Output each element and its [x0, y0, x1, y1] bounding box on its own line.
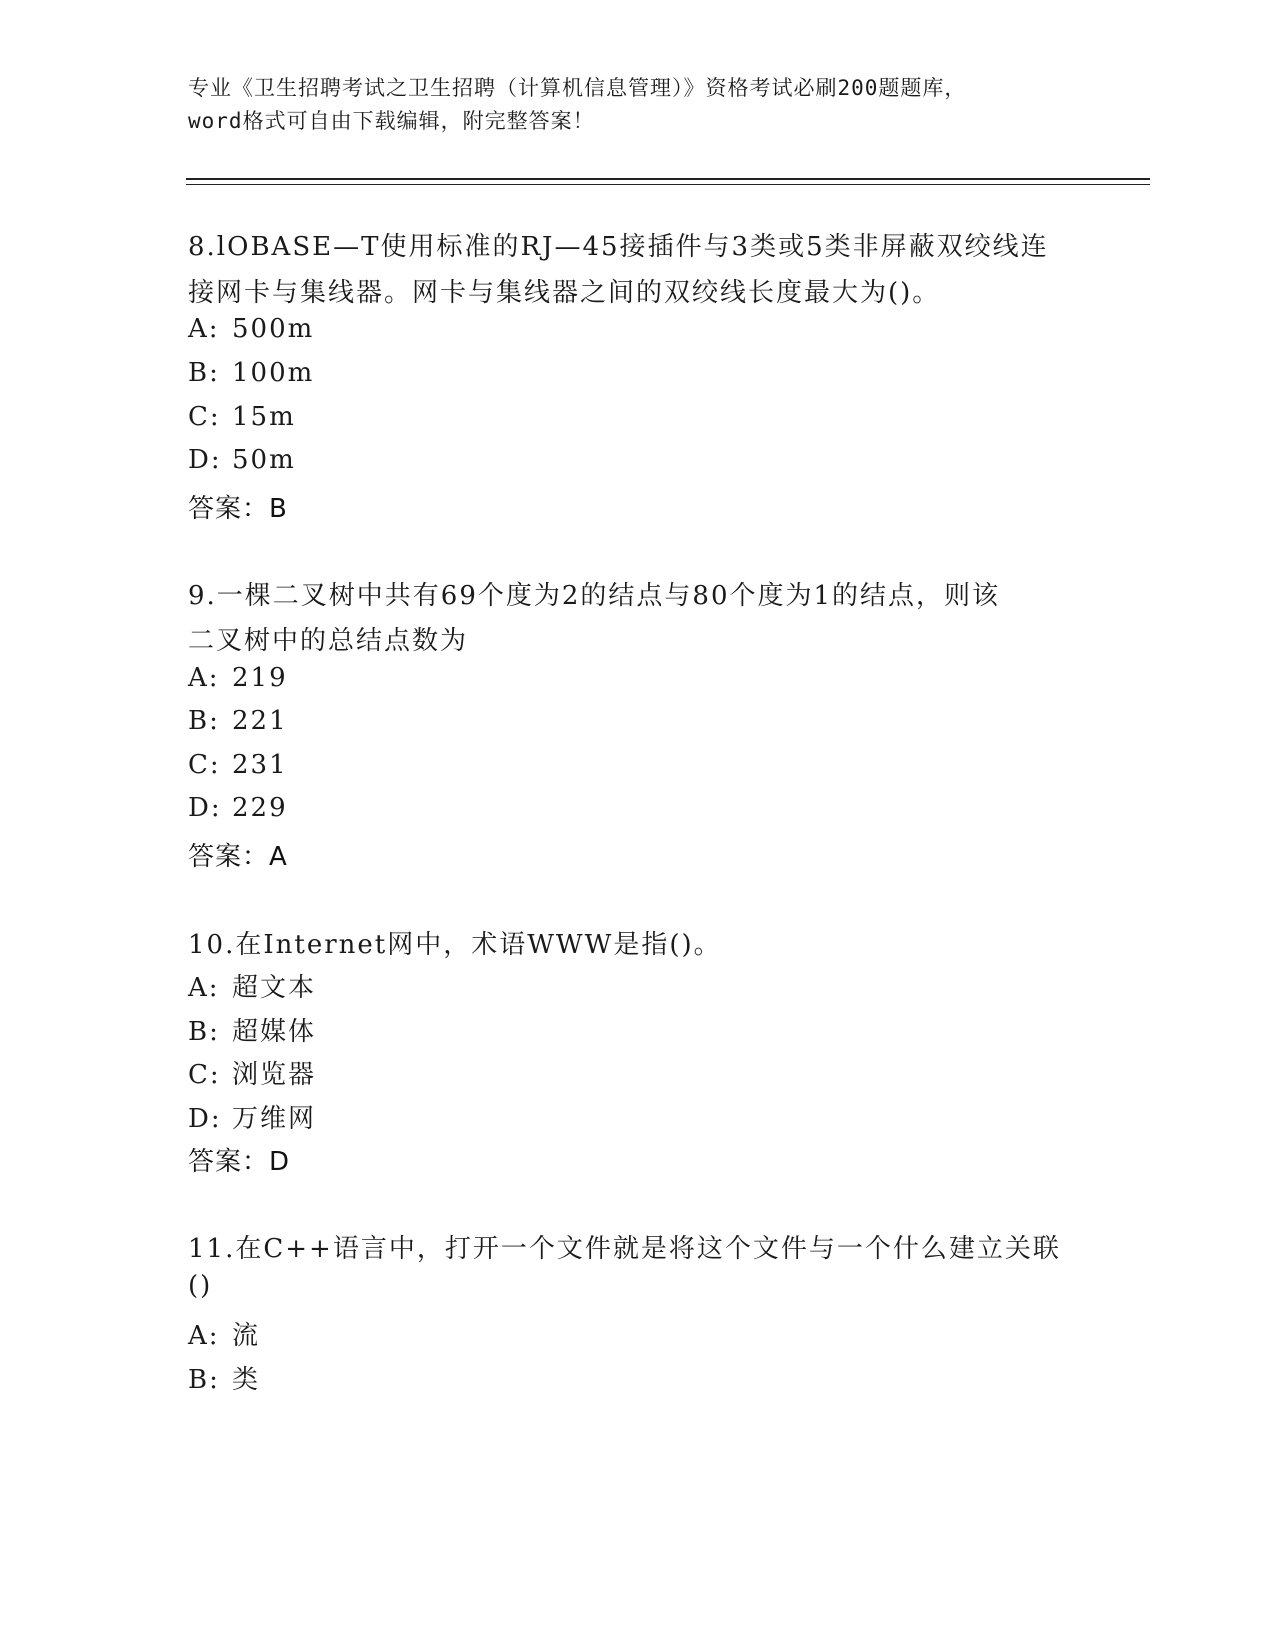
option-text: 浏览器 [232, 1060, 317, 1090]
answer-label: 答案：D [188, 1147, 291, 1177]
option-text: 超媒体 [232, 1017, 317, 1047]
option-text: 231 [232, 750, 288, 780]
option-text: 超文本 [232, 973, 317, 1003]
option-key: D: [188, 1104, 222, 1134]
option-key: B: [188, 1017, 220, 1047]
option-text: 221 [232, 706, 288, 736]
question-text: () [188, 1271, 213, 1301]
option-key: A: [188, 663, 220, 693]
header-line-1: 专业《卫生招聘考试之卫生招聘（计算机信息管理）》资格考试必刷200题题库， [188, 76, 967, 100]
option-key: B: [188, 706, 220, 736]
option-text: 万维网 [232, 1104, 317, 1134]
question-text: 8.lOBASE—T使用标准的RJ—45接插件与3类或5类非屏蔽双绞线连 [188, 232, 1049, 262]
answer-option [188, 967, 316, 1004]
answer-option [188, 1098, 316, 1135]
header [188, 72, 1088, 138]
question-text: 11.在C++语言中，打开一个文件就是将这个文件与一个什么建立关联 [188, 1234, 1061, 1264]
header-line-2: word格式可自由下载编辑，附完整答案！ [188, 109, 595, 133]
option-text: 229 [232, 793, 288, 823]
option-key: B: [188, 1365, 220, 1395]
answer-option [188, 750, 288, 780]
option-text: 100m [232, 358, 315, 388]
header-divider-bottom [186, 184, 1150, 185]
question-text: 9.一棵二叉树中共有69个度为2的结点与80个度为1的结点，则该 [188, 581, 1001, 611]
option-text: 流 [232, 1321, 261, 1351]
option-key: D: [188, 445, 222, 475]
answer-option [188, 402, 296, 432]
answer-option [188, 314, 314, 344]
answer-option [188, 663, 288, 693]
answer-option [188, 358, 314, 388]
answer-option [188, 706, 288, 736]
answer-option [188, 1315, 260, 1352]
answer-option [188, 793, 288, 823]
option-key: C: [188, 750, 221, 780]
question-text: 二叉树中的总结点数为 [188, 626, 469, 656]
answer-label: 答案：A [188, 842, 288, 872]
answer-label: 答案：B [188, 494, 288, 524]
answer-option [188, 1054, 316, 1091]
option-text: 500m [232, 314, 315, 344]
option-key: A: [188, 1321, 220, 1351]
option-key: C: [188, 402, 221, 432]
option-text: 类 [232, 1365, 261, 1395]
answer-option [188, 1359, 260, 1396]
question-text: 10.在Internet网中，术语WWW是指()。 [188, 930, 722, 960]
answer-option [188, 1011, 316, 1048]
option-text: 15m [232, 402, 296, 432]
question-text: 接网卡与集线器。网卡与集线器之间的双绞线长度最大为()。 [188, 278, 941, 308]
option-key: C: [188, 1060, 221, 1090]
option-text: 219 [232, 663, 288, 693]
header-divider-top [186, 178, 1150, 180]
option-text: 50m [232, 445, 296, 475]
option-key: A: [188, 973, 220, 1003]
option-key: D: [188, 793, 222, 823]
option-key: B: [188, 358, 220, 388]
answer-option [188, 445, 296, 475]
option-key: A: [188, 314, 220, 344]
